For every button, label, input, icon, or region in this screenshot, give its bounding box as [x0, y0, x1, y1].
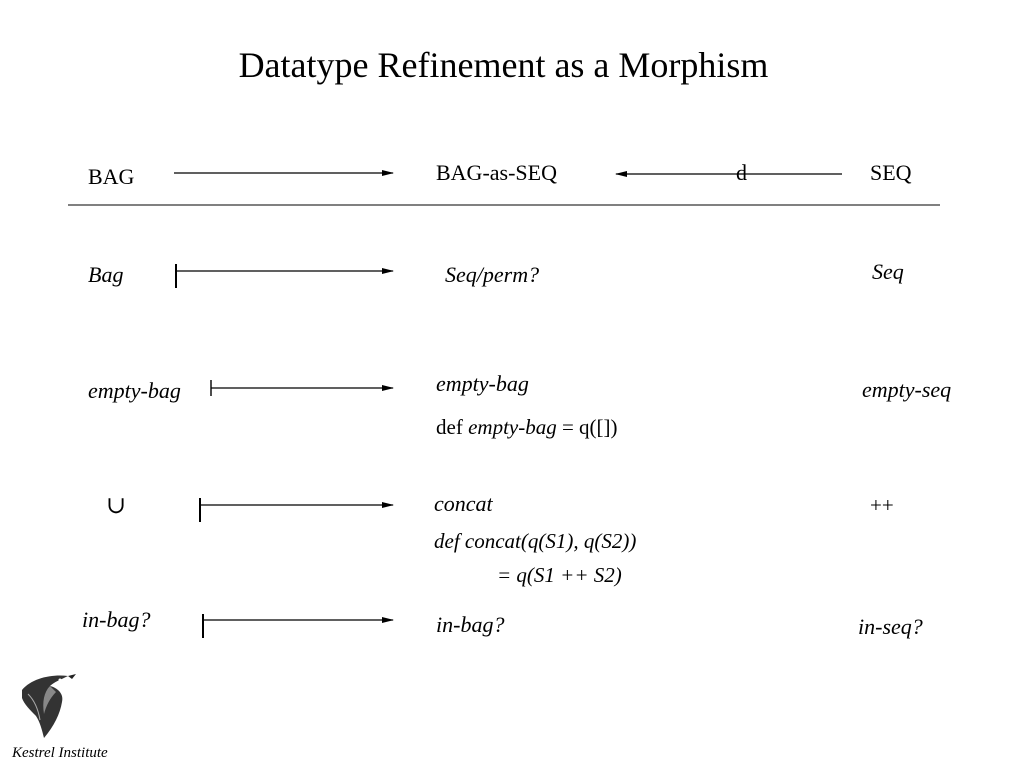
union-symbol: ∪ [106, 493, 127, 519]
seq-sort: Seq [872, 259, 904, 284]
empty-bag-op: empty-bag [88, 378, 181, 403]
def-empty-bag: def empty-bag = q([]) [436, 415, 618, 439]
seq-concat-op: ++ [870, 493, 894, 517]
empty-seq-op: empty-seq [862, 377, 952, 402]
header-seq: SEQ [870, 160, 912, 185]
in-bag-op: in-bag? [82, 607, 151, 632]
in-seq-op: in-seq? [858, 614, 923, 639]
kestrel-caption: Kestrel Institute [12, 745, 108, 761]
def-concat-line1: def concat(q(S1), q(S2)) [434, 529, 637, 553]
header-arrow-label: d [736, 160, 747, 185]
header-bag-as-seq: BAG-as-SEQ [436, 160, 557, 185]
concat-op: concat [434, 491, 493, 516]
header-bag: BAG [88, 164, 135, 189]
def-concat-line2: = q(S1 ++ S2) [497, 563, 622, 587]
slide-title: Datatype Refinement as a Morphism [238, 45, 769, 85]
bag-sort: Bag [88, 262, 124, 287]
kestrel-bird-icon [14, 670, 80, 742]
seq-perm-sort: Seq/perm? [445, 262, 540, 287]
in-bag-refined: in-bag? [436, 612, 505, 637]
empty-bag-refined: empty-bag [436, 371, 529, 396]
